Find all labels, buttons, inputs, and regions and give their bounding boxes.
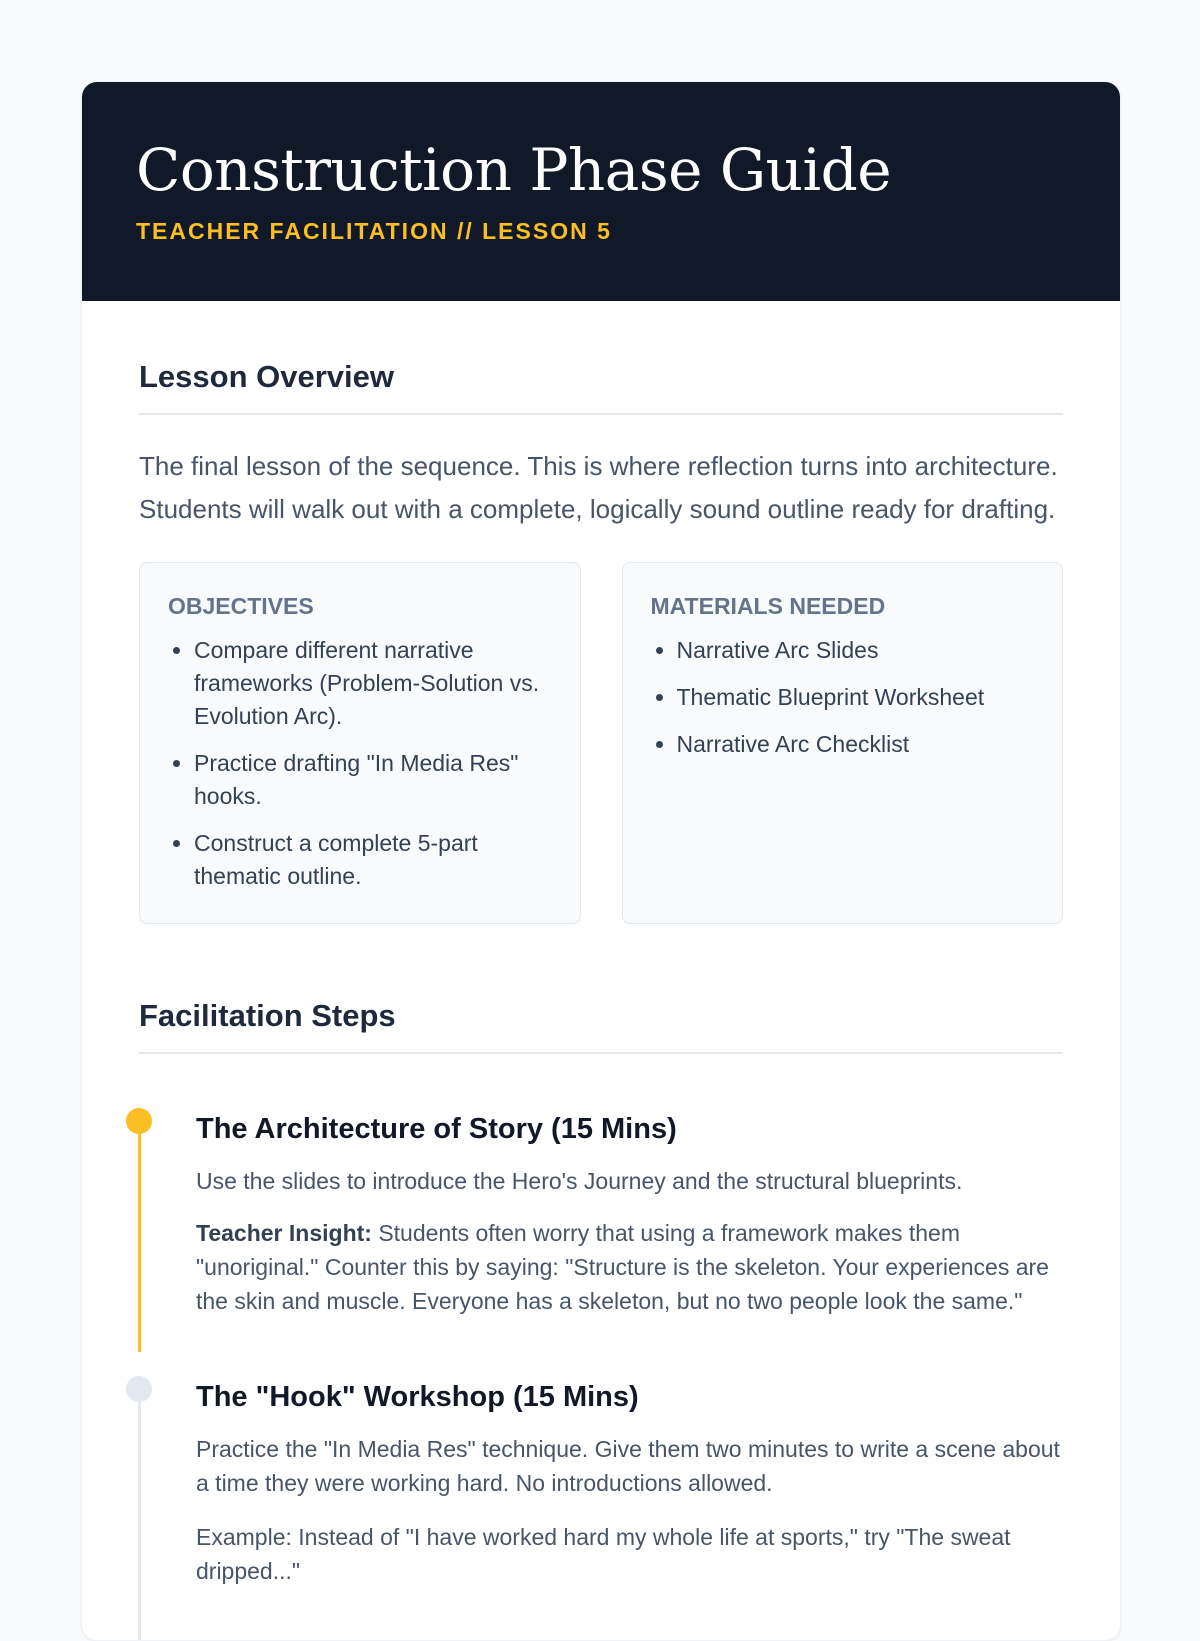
step-marker-pending-icon (126, 1376, 152, 1402)
material-item: • Narrative Arc Checklist (677, 728, 1035, 761)
materials-box (622, 562, 1064, 924)
overview-heading: Lesson Overview (139, 359, 1063, 415)
page-title: Construction Phase Guide (136, 136, 892, 204)
guide-body (82, 359, 1120, 1641)
step-description: Use the slides to introduce the Hero's Journey and the structural blueprints. (196, 1168, 963, 1194)
material-item: • Narrative Arc Slides (677, 634, 1035, 667)
materials-heading: MATERIALS NEEDED (650, 593, 886, 619)
step-title: The "Hook" Workshop (15 Mins) (196, 1381, 639, 1413)
guide-header (82, 82, 1120, 301)
step-item-hook-workshop (139, 1376, 1063, 1641)
objective-item: • Compare different narrative frameworks (Problem-Solution vs. Evolution Arc). (194, 634, 552, 733)
steps-timeline (139, 1108, 1063, 1641)
insight-label: Teacher Insight: (196, 1220, 372, 1246)
step-title: The Architecture of Story (15 Mins) (196, 1113, 677, 1145)
info-boxes (139, 562, 1063, 924)
insight-text: Students often worry that using a framework makes them "unoriginal." Counter this by saying: "Structure is the skeleton. Your experiences are the skin and muscle. Everyone has a skeleton, but no two people look the same." (196, 1220, 1049, 1314)
timeline-line (138, 1132, 141, 1352)
material-item: • Thematic Blueprint Worksheet (677, 681, 1035, 714)
teacher-insight (196, 1216, 1063, 1318)
objectives-box (139, 562, 581, 924)
materials-list (651, 634, 1035, 761)
guide-card (81, 81, 1121, 1641)
objectives-list (168, 634, 552, 893)
objective-item: • Construct a complete 5-part thematic outline. (194, 827, 552, 893)
objective-item: • Practice drafting "In Media Res" hooks. (194, 747, 552, 813)
overview-text: The final lesson of the sequence. This is where reflection turns into architecture. Students will walk out with a complete, logically sound outline ready for drafting. (139, 451, 1058, 524)
step-example: Example: Instead of "I have worked hard my whole life at sports," try "The sweat dripped..." (196, 1524, 1011, 1584)
facilitation-heading: Facilitation Steps (139, 998, 1063, 1054)
step-item-architecture (139, 1108, 1063, 1376)
step-marker-active-icon (126, 1108, 152, 1134)
timeline-line (138, 1400, 141, 1641)
page-subtitle: TEACHER FACILITATION // LESSON 5 (136, 217, 612, 244)
step-description: Practice the "In Media Res" technique. Give them two minutes to write a scene about a time they were working hard. No introductions allowed. (196, 1436, 1060, 1496)
objectives-heading: OBJECTIVES (168, 593, 314, 619)
